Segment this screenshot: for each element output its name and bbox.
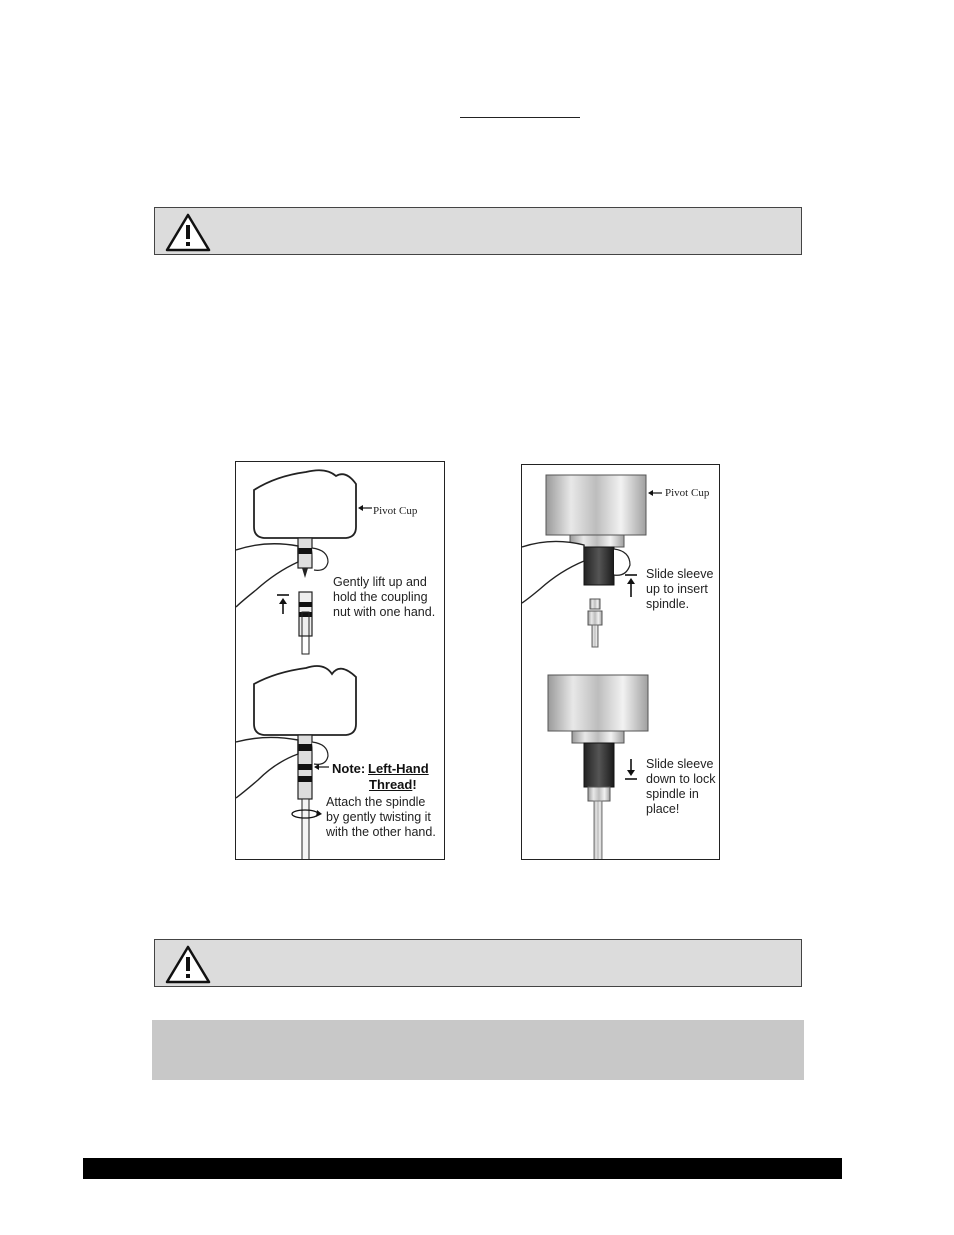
arrow-up-icon [277,595,289,614]
note-box [152,1020,804,1080]
note-label: Note: [332,761,366,776]
title-underline [460,117,580,118]
step-left-1-line-3: nut with one hand. [333,605,436,619]
step-left-1-line-1: Gently lift up and [333,575,427,589]
step-right-1-line-1: Slide sleeve [646,567,714,581]
pivot-cup-label-right: Pivot Cup [665,487,710,499]
step-right-1-line-2: up to insert [646,582,708,596]
step-left-2-line-1: Attach the spindle [326,795,426,809]
step-right-2-line-1: Slide sleeve [646,757,714,771]
warning-box-bottom [154,939,802,987]
figure-panel-left [235,461,445,860]
step-left-1-line-2: hold the coupling [333,590,428,604]
pivot-cup-label-left: Pivot Cup [373,505,418,517]
warning-triangle-icon [165,212,211,252]
step-right-2-line-3: spindle in [646,787,699,801]
arrow-up-icon [625,575,637,597]
note-thread-line-2: Thread! [369,777,417,792]
arrow-down-icon [625,759,637,779]
step-right-1-line-3: spindle. [646,597,690,611]
step-left-2-line-2: by gently twisting it [326,810,431,824]
warning-triangle-icon [165,944,211,984]
warning-box-top [154,207,802,255]
step-right-2-line-4: place! [646,802,680,816]
note-thread-line-1: Left-Hand [368,761,429,776]
figure-panel-right [521,464,720,860]
step-right-2-line-2: down to lock [646,772,716,786]
footer-bar [83,1158,842,1179]
step-left-2-line-3: with the other hand. [326,825,436,839]
